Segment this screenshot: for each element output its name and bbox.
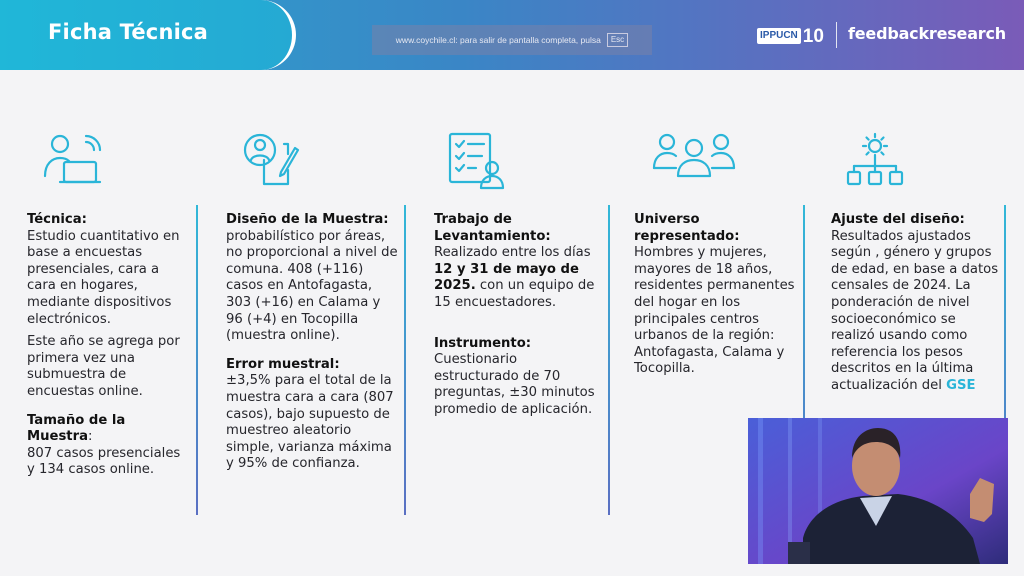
fullscreen-notice	[372, 25, 652, 55]
esc-key-hint[interactable]: Esc	[607, 33, 628, 47]
column-divider	[608, 205, 610, 515]
fullscreen-message: www.coychile.cl: para salir de pantalla completa, pulsa	[395, 35, 601, 45]
diseno-text: probabilístico por áreas, no proporcional a nivel de comuna. 408 (+116) casos en Antofagasta, 303 (+16) en Calama y 96 (+4) en Tocopilla (muestra online).	[226, 228, 398, 344]
page-title: Ficha Técnica	[48, 20, 209, 44]
universo-text: Hombres y mujeres, mayores de 18 años, residentes permanentes del hogar en los principales centros urbanos de la región: Antofagasta, Calama y Tocopilla.	[634, 245, 795, 377]
presenter-video-frame	[748, 418, 1008, 564]
column-tecnica	[27, 212, 189, 485]
trabajo-text-a: Realizado entre los días	[434, 245, 591, 261]
logo-divider	[836, 22, 837, 48]
gse-label: GSE	[946, 377, 976, 393]
tecnica-heading: Técnica:	[27, 212, 87, 227]
instrumento-text: Cuestionario estructurado de 70 preguntas, ±30 minutos promedio de aplicación.	[434, 352, 595, 417]
column-trabajo	[434, 212, 602, 425]
ippucn-logo-box: IPPUCN	[757, 28, 801, 44]
ajuste-text-body: Resultados ajustados según , género y grupos de edad, en base a datos censales de 2024. La ponderación de nivel socioeconómico se realizó usando como referencia los pesos descritos en la última actualización del	[831, 228, 999, 393]
tecnica-text: Estudio cuantitativo en base a encuestas presenciales, cara a cara en hogares, mediante dispositivos electrónicos.	[27, 228, 180, 327]
gear-hierarchy-icon	[846, 132, 904, 188]
tamano-muestra-heading-label: Tamaño de la Muestra	[27, 412, 126, 445]
ippucn-logo-number: 10	[802, 25, 824, 47]
ajuste-text	[831, 229, 999, 395]
presenter-video[interactable]	[748, 418, 1008, 564]
diseno-heading: Diseño de la Muestra:	[226, 212, 389, 227]
ippucn-logo	[757, 24, 823, 48]
column-ajuste	[831, 212, 999, 401]
tamano-muestra-heading	[27, 413, 189, 446]
person-laptop-icon	[42, 132, 104, 188]
feedbackresearch-logo: feedbackresearch	[848, 24, 1006, 43]
universo-heading: Universo representado:	[634, 212, 740, 244]
group-people-icon	[652, 132, 736, 178]
title-tab	[0, 0, 296, 70]
checklist-person-icon	[448, 132, 508, 190]
column-universo	[634, 212, 798, 384]
profile-document-pen-icon	[242, 130, 306, 188]
column-diseno	[226, 212, 400, 479]
column-divider	[196, 205, 198, 515]
error-muestral-text: ±3,5% para el total de la muestra cara a cara (807 casos), bajo supuesto de muestreo aleatorio simple, varianza máxima y 95% de confianza.	[226, 373, 394, 472]
column-divider	[404, 205, 406, 515]
header-bar	[0, 0, 1024, 70]
tamano-muestra-colon: :	[88, 429, 93, 445]
tecnica-online-text: Este año se agrega por primera vez una submuestra de encuestas online.	[27, 334, 180, 399]
trabajo-dates: 12 y 31 de mayo de 2025.	[434, 261, 579, 294]
instrumento-heading: Instrumento:	[434, 335, 532, 351]
trabajo-text	[434, 245, 602, 311]
trabajo-heading: Trabajo de Levantamiento:	[434, 212, 551, 244]
error-muestral-heading: Error muestral:	[226, 356, 340, 372]
tamano-muestra-text: 807 casos presenciales y 134 casos online.	[27, 445, 181, 478]
ajuste-heading: Ajuste del diseño:	[831, 212, 965, 227]
trabajo-text-b: con un equipo de 15 encuestadores.	[434, 278, 595, 310]
